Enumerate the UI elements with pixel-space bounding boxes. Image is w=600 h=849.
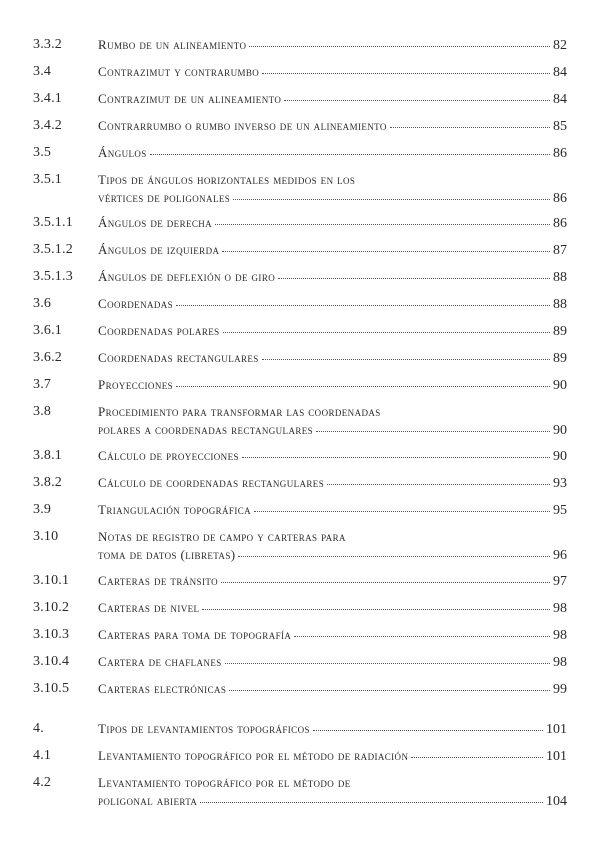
- dot-leader: [262, 72, 550, 74]
- toc-entry-title: Carteras de nivel: [98, 600, 200, 615]
- toc-entry-number: 3.9: [33, 502, 52, 517]
- toc-entry-page: 96: [553, 548, 567, 563]
- toc-entry[interactable]: [33, 349, 567, 374]
- toc-entry[interactable]: [33, 268, 567, 293]
- toc-entry-title: Rumbo de un alineamiento: [98, 37, 247, 52]
- dot-leader: [222, 250, 550, 252]
- toc-entry[interactable]: [33, 720, 567, 745]
- toc-entry[interactable]: [33, 774, 567, 817]
- dot-leader: [176, 385, 550, 387]
- toc-entry-number: 3.10.4: [33, 654, 70, 669]
- toc-entry-number: 3.4.1: [33, 91, 62, 106]
- toc-entry-number: 3.10.2: [33, 600, 70, 615]
- toc-entry-title: Contrarrumbo o rumbo inverso de un alineamiento: [98, 118, 387, 133]
- dot-leader: [176, 304, 550, 306]
- toc-entry[interactable]: [33, 403, 567, 446]
- toc-entry-page: 93: [553, 476, 567, 491]
- toc-entry-title: Proyecciones: [98, 377, 174, 392]
- toc-entry-number: 3.8.2: [33, 475, 62, 490]
- toc-entry-title: poligonal abierta: [98, 793, 198, 808]
- toc-entry-number: 3.8.1: [33, 448, 62, 463]
- dot-leader: [411, 756, 543, 758]
- toc-entry-page: 95: [553, 503, 567, 518]
- toc-entry-page: 90: [553, 449, 567, 464]
- toc-entry[interactable]: [33, 653, 567, 678]
- dot-leader: [202, 608, 550, 610]
- toc-entry-page: 98: [553, 655, 567, 670]
- toc-entry-title: Contrazimut de un alineamiento: [98, 91, 282, 106]
- toc-entry-page: 82: [553, 38, 567, 53]
- toc-entry-title: Cartera de chaflanes: [98, 654, 222, 669]
- toc-entry-number: 3.4.2: [33, 118, 62, 133]
- dot-leader: [242, 456, 550, 458]
- toc-entry[interactable]: [33, 63, 567, 88]
- toc-entry[interactable]: [33, 214, 567, 239]
- toc-entry-title: toma de datos (libretas): [98, 547, 236, 562]
- toc-entry-number: 3.7: [33, 377, 52, 392]
- toc-entry-number: 4.2: [33, 775, 52, 790]
- dot-leader: [215, 223, 550, 225]
- toc-entry-title: Notas de registro de campo y carteras para: [98, 529, 346, 544]
- toc-entry-page: 84: [553, 65, 567, 80]
- toc-entry-page: 87: [553, 243, 567, 258]
- toc-entry-title: Levantamiento topográfico por el método de radiación: [98, 748, 409, 763]
- toc-entry-number: 3.5: [33, 145, 52, 160]
- toc-entry-title: Triangulación topográfica: [98, 502, 252, 517]
- toc-entry[interactable]: [33, 747, 567, 772]
- dot-leader: [313, 729, 543, 731]
- toc-entry-title: Contrazimut y contrarumbo: [98, 64, 260, 79]
- toc-entry-number: 3.5.1: [33, 172, 62, 187]
- toc-entry-number: 3.4: [33, 64, 52, 79]
- toc-entry-number: 3.10.3: [33, 627, 70, 642]
- toc-entry-title: Coordenadas polares: [98, 323, 220, 338]
- toc-entry[interactable]: [33, 572, 567, 597]
- toc-entry-number: 4.: [33, 721, 44, 736]
- dot-leader: [249, 45, 550, 47]
- dot-leader: [294, 635, 550, 637]
- dot-leader: [238, 555, 550, 557]
- toc-entry[interactable]: [33, 171, 567, 214]
- toc-entry[interactable]: [33, 117, 567, 142]
- dot-leader: [229, 689, 550, 691]
- toc-entry[interactable]: [33, 295, 567, 320]
- toc-entry[interactable]: [33, 626, 567, 651]
- toc-entry-title: Ángulos de derecha: [98, 215, 213, 230]
- toc-entry-page: 90: [553, 423, 567, 438]
- toc-entry-page: 88: [553, 297, 567, 312]
- dot-leader: [278, 277, 550, 279]
- toc-entry-title: Ángulos de izquierda: [98, 242, 220, 257]
- toc-entry-number: 3.8: [33, 404, 52, 419]
- toc-entry-page: 89: [553, 351, 567, 366]
- toc-entry-page: 99: [553, 682, 567, 697]
- toc-entry-number: 3.10.1: [33, 573, 70, 588]
- toc-entry-title: Ángulos: [98, 145, 147, 160]
- toc-entry-page: 88: [553, 270, 567, 285]
- toc-entry[interactable]: [33, 376, 567, 401]
- toc-entry-number: 3.6.2: [33, 350, 62, 365]
- toc-entry-page: 101: [546, 749, 567, 764]
- toc-entry-number: 3.10.5: [33, 681, 70, 696]
- dot-leader: [221, 581, 550, 583]
- dot-leader: [225, 662, 550, 664]
- toc-entry[interactable]: [33, 599, 567, 624]
- toc-entry[interactable]: [33, 36, 567, 61]
- toc-entry[interactable]: [33, 474, 567, 499]
- toc-entry-page: 86: [553, 191, 567, 206]
- toc-entry[interactable]: [33, 501, 567, 526]
- toc-entry-title: Carteras electrónicas: [98, 681, 227, 696]
- toc-entry-title: Coordenadas rectangulares: [98, 350, 259, 365]
- toc-entry[interactable]: [33, 528, 567, 571]
- dot-leader: [390, 126, 550, 128]
- dot-leader: [254, 510, 550, 512]
- toc-entry-number: 3.3.2: [33, 37, 62, 52]
- toc-entry-number: 3.10: [33, 529, 59, 544]
- toc-entry[interactable]: [33, 144, 567, 169]
- toc-entry-page: 101: [546, 722, 567, 737]
- toc-entry-title: Tipos de ángulos horizontales medidos en los: [98, 172, 356, 187]
- toc-entry-title: polares a coordenadas rectangulares: [98, 422, 314, 437]
- toc-entry-number: 3.5.1.2: [33, 242, 73, 257]
- toc-entry-page: 89: [553, 324, 567, 339]
- toc-entry-number: 4.1: [33, 748, 52, 763]
- toc-entry-title: Carteras para toma de topografía: [98, 627, 292, 642]
- toc-entry-title: vértices de poligonales: [98, 190, 231, 205]
- dot-leader: [327, 483, 550, 485]
- toc-entry-title: Ángulos de deflexión o de giro: [98, 269, 276, 284]
- toc-entry-number: 3.6: [33, 296, 52, 311]
- toc-entry-title: Procedimiento para transformar las coordenadas: [98, 404, 381, 419]
- toc-entry[interactable]: [33, 90, 567, 115]
- dot-leader: [233, 198, 550, 200]
- toc-entry-page: 85: [553, 119, 567, 134]
- dot-leader: [262, 358, 550, 360]
- toc-entry-page: 98: [553, 628, 567, 643]
- toc-entry-title: Cálculo de proyecciones: [98, 448, 239, 463]
- toc-entry[interactable]: [33, 322, 567, 347]
- toc-entry-page: 84: [553, 92, 567, 107]
- toc-entry[interactable]: [33, 241, 567, 266]
- dot-leader: [284, 99, 550, 101]
- dot-leader: [200, 801, 543, 803]
- toc-entry-page: 97: [553, 574, 567, 589]
- toc-entry-title: Cálculo de coordenadas rectangulares: [98, 475, 325, 490]
- toc-entry-page: 86: [553, 146, 567, 161]
- toc-entry-title: Levantamiento topográfico por el método de: [98, 775, 351, 790]
- toc-entry-page: 98: [553, 601, 567, 616]
- toc-entry-page: 86: [553, 216, 567, 231]
- toc-entry[interactable]: [33, 680, 567, 705]
- toc-entry[interactable]: [33, 447, 567, 472]
- toc-entry-title: Carteras de tránsito: [98, 573, 218, 588]
- dot-leader: [223, 331, 550, 333]
- dot-leader: [316, 430, 550, 432]
- toc-entry-number: 3.5.1.3: [33, 269, 73, 284]
- toc-entry-number: 3.5.1.1: [33, 215, 73, 230]
- toc-entry-page: 104: [546, 794, 567, 809]
- toc-entry-number: 3.6.1: [33, 323, 62, 338]
- toc-entry-title: Tipos de levantamientos topográficos: [98, 721, 310, 736]
- dot-leader: [150, 153, 550, 155]
- toc-entry-title: Coordenadas: [98, 296, 174, 311]
- toc-entry-page: 90: [553, 378, 567, 393]
